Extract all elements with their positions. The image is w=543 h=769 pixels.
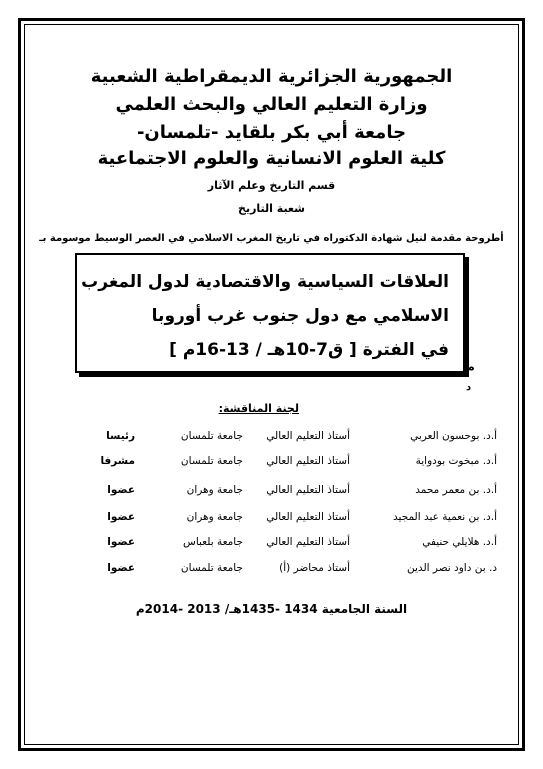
member-role: عضوا [107, 562, 135, 574]
member-role: عضوا [107, 511, 135, 523]
member-role: عضوا [107, 536, 135, 548]
committee-row [0, 455, 543, 471]
thesis-title-line-1: العلاقات السياسية والاقتصادية لدول المغرب [81, 272, 449, 292]
section-name: شعبة التاريخ [238, 202, 305, 215]
faculty-name: كلية العلوم الانسانية والعلوم الاجتماعية [97, 148, 446, 169]
member-name: أ.د. بن معمر محمد [415, 484, 497, 496]
member-rank: أستاذ التعليم العالي [266, 455, 350, 467]
member-rank: أستاذ التعليم العالي [266, 536, 350, 548]
member-rank: أستاذ التعليم العالي [266, 511, 350, 523]
thesis-intro: أطروحة مقدمة لنيل شهادة الدكتوراه في تاريخ المغرب الاسلامي في العصر الوسيط موسومة بـ [39, 233, 504, 244]
committee-row [0, 484, 543, 500]
member-name: د. بن داود نصر الدين [407, 562, 497, 574]
member-rank: أستاذ التعليم العالي [266, 430, 350, 442]
member-name: أ.د. هلايلي حنيفي [422, 536, 497, 548]
member-name: أ.د. مبخوت بودواية [415, 455, 497, 467]
ministry-name: وزارة التعليم العالي والبحث العلمي [115, 94, 428, 115]
member-university: جامعة تلمسان [180, 562, 243, 574]
member-university: جامعة وهران [186, 511, 243, 523]
member-role: عضوا [107, 484, 135, 496]
committee-row [0, 511, 543, 527]
republic-name: الجمهورية الجزائرية الديمقراطية الشعبية [90, 66, 453, 87]
academic-year: السنة الجامعية 1434 -1435هـ/ 2013 -2014م [135, 602, 408, 616]
committee-row [0, 430, 543, 446]
department-name: قسم التاريخ وعلم الآثار [207, 179, 336, 192]
committee-row [0, 562, 543, 578]
committee-row [0, 536, 543, 552]
member-rank: أستاذ التعليم العالي [266, 484, 350, 496]
member-university: جامعة تلمسان [180, 455, 243, 467]
member-university: جامعة تلمسان [180, 430, 243, 442]
committee-title: لجنة المناقشة: [218, 402, 299, 415]
hidden-text-fragment: م [466, 360, 475, 374]
member-university: جامعة وهران [186, 484, 243, 496]
member-name: أ.د. بن نعمية عبد المجيد [393, 511, 497, 523]
member-role: مشرفا [100, 455, 135, 467]
member-rank: أستاذ محاضر (أ) [279, 562, 350, 574]
thesis-title-line-2: الاسلامي مع دول جنوب غرب أوروبا [151, 306, 449, 326]
member-role: رئيسا [106, 430, 135, 442]
member-university: جامعة بلعباس [183, 536, 243, 548]
member-name: أ.د. بوحسون العربي [410, 430, 497, 442]
thesis-title-box [75, 253, 465, 373]
university-name: جامعة أبي بكر بلقايد -تلمسان- [136, 122, 407, 143]
thesis-title-line-3: في الفترة [ ق7-10هـ / 13-16م ] [169, 340, 449, 360]
hidden-text-fragment-2: د [466, 382, 472, 393]
